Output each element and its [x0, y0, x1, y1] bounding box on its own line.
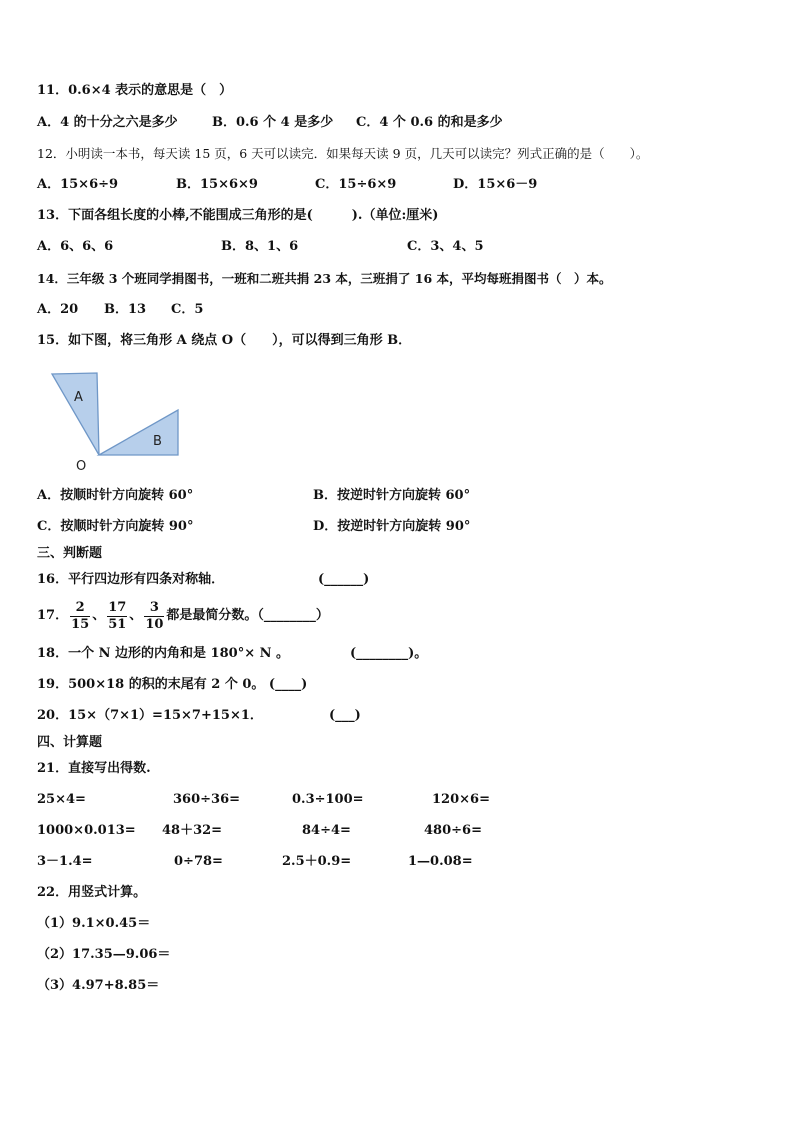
- q20-answer-blank[interactable]: (___): [329, 708, 361, 723]
- q12-stem: 12．小明读一本书，每天读 15 页，6 天可以读完．如果每天读 9 页，几天可以读完？列式正确的是（ ）。: [37, 146, 649, 161]
- calc-item: 120×6=: [432, 792, 490, 807]
- q15-stem: 15．如下图，将三角形 A 绕点 O（ ），可以得到三角形 B．: [37, 333, 412, 348]
- triangle-b: [99, 410, 178, 455]
- q19-stem: 19．500×18 的积的末尾有 2 个 0。 (____): [37, 677, 308, 692]
- triangle-a: [52, 373, 99, 455]
- fraction: $\frac{3}{10}$: [145, 599, 164, 632]
- q16-answer-blank[interactable]: (______): [318, 572, 370, 587]
- q17-stem: 17． $\frac{2}{15}$ 、 $\frac{17}{51}$ 、 $\frac{3}{10}$ 都是最简分数。（________）: [37, 598, 329, 634]
- fraction: $\frac{2}{15}$: [71, 599, 90, 632]
- q13-option-a[interactable]: A．6、6、6: [37, 239, 114, 254]
- q22-stem: 22．用竖式计算。: [37, 885, 147, 900]
- q17-text: 都是最简分数。（________）: [166, 608, 329, 623]
- point-o-label: O: [76, 459, 87, 474]
- rotation-figure: [40, 366, 190, 476]
- q22-item-2: （2）17.35—9.06＝: [37, 947, 171, 962]
- q15-option-a[interactable]: A．按顺时针方向旋转 60°: [37, 488, 194, 503]
- q22-item-3: （3）4.97+8.85＝: [37, 978, 160, 993]
- q21-stem: 21．直接写出得数.: [37, 761, 151, 776]
- q13-option-b[interactable]: B．8、1、6: [221, 239, 299, 254]
- q18-stem: 18．一个 N 边形的内角和是 180°× N 。: [37, 646, 290, 661]
- q14-option-a[interactable]: A．20: [37, 302, 79, 317]
- calc-item: 84÷4=: [302, 823, 351, 838]
- q16-stem: 16．平行四边形有四条对称轴．: [37, 572, 225, 587]
- q11-option-c[interactable]: C．4 个 0.6 的和是多少: [356, 115, 503, 130]
- calc-item: 0÷78=: [174, 854, 223, 869]
- q11-option-b[interactable]: B．0.6 个 4 是多少: [212, 115, 334, 130]
- calc-item: 2.5＋0.9=: [282, 854, 352, 869]
- triangle-b-label: B: [153, 434, 162, 449]
- q13-stem: 13．下面各组长度的小棒,不能围成三角形的是( ).（单位:厘米): [37, 208, 439, 223]
- q17-number: 17．: [37, 608, 69, 623]
- calc-item: 25×4=: [37, 792, 86, 807]
- q11-stem: 11．0.6×4 表示的意思是（ ）: [37, 83, 233, 98]
- q13-option-c[interactable]: C．3、4、5: [407, 239, 484, 254]
- q15-option-d[interactable]: D．按逆时针方向旋转 90°: [313, 519, 471, 534]
- calc-item: 3－1.4=: [37, 854, 93, 869]
- q14-option-c[interactable]: C．5: [171, 302, 204, 317]
- q12-option-b[interactable]: B．15×6×9: [176, 177, 258, 192]
- q22-item-1: （1）9.1×0.45＝: [37, 916, 151, 931]
- section-3-heading: 三、判断题: [37, 546, 103, 561]
- calc-item: 48＋32=: [162, 823, 223, 838]
- q14-option-b[interactable]: B．13: [104, 302, 147, 317]
- q20-stem: 20．15×（7×1）=15×7+15×1．: [37, 708, 263, 723]
- q11-option-a[interactable]: A．4 的十分之六是多少: [37, 115, 178, 130]
- q15-option-c[interactable]: C．按顺时针方向旋转 90°: [37, 519, 194, 534]
- q12-option-c[interactable]: C．15÷6×9: [315, 177, 397, 192]
- q14-stem: 14．三年级 3 个班同学捐图书，一班和二班共捐 23 本，三班捐了 16 本，平均每班捐图书（ ）本。: [37, 271, 612, 286]
- q12-option-d[interactable]: D．15×6－9: [453, 177, 538, 192]
- calc-item: 0.3÷100=: [292, 792, 364, 807]
- fraction: $\frac{17}{51}$: [108, 599, 127, 632]
- calc-item: 1000×0.013=: [37, 823, 136, 838]
- q12-option-a[interactable]: A．15×6÷9: [37, 177, 119, 192]
- calc-item: 1—0.08=: [408, 854, 473, 869]
- section-4-heading: 四、计算题: [37, 735, 103, 750]
- calc-item: 480÷6=: [424, 823, 482, 838]
- triangle-a-label: A: [74, 390, 83, 405]
- q18-answer-blank[interactable]: (________)。: [350, 646, 428, 661]
- q15-option-b[interactable]: B．按逆时针方向旋转 60°: [313, 488, 471, 503]
- calc-item: 360÷36=: [173, 792, 241, 807]
